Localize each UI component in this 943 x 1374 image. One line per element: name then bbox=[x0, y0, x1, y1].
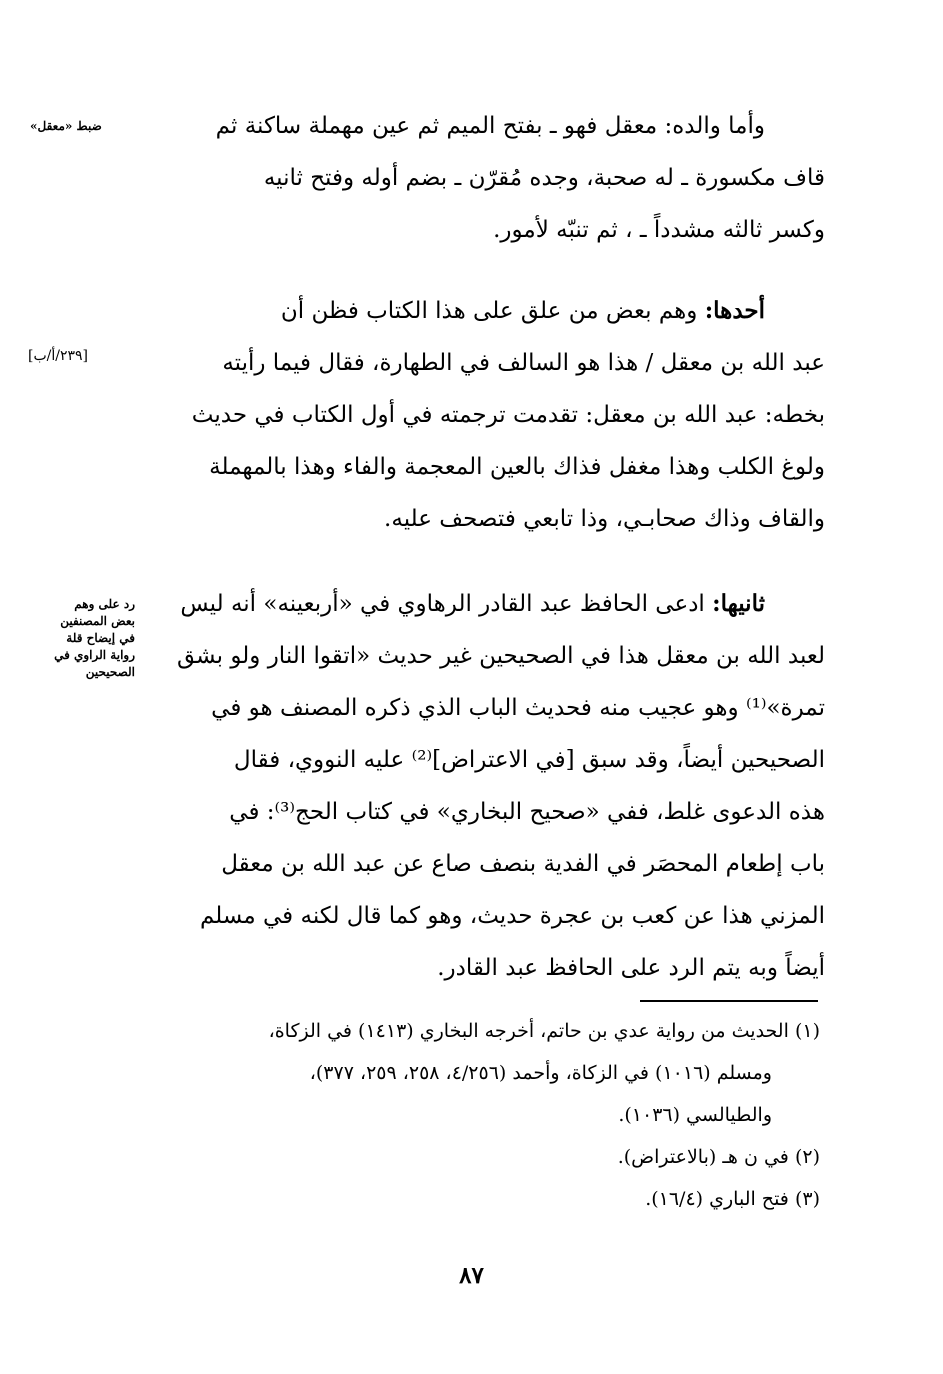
footnote-text: الحديث من رواية عدي بن حاتم، أخرجه البخاري (١٤١٣) في الزكاة، bbox=[268, 1020, 789, 1042]
page-number: ٨٧ bbox=[459, 1262, 484, 1289]
text-line: باب إطعام المحصَر في الفدية بنصف صاع عن عبد الله بن معقل bbox=[221, 851, 825, 877]
footnote-continuation: والطيالسي (١٠٣٦). bbox=[618, 1104, 772, 1126]
footnote-divider bbox=[640, 1000, 818, 1002]
margin-note-line: بعض المصنفين bbox=[60, 614, 135, 628]
footnotes bbox=[120, 1010, 820, 1220]
margin-note-line: الصحيحين bbox=[85, 665, 135, 679]
footnote-text: فتح الباري (١٦/٤). bbox=[645, 1188, 789, 1210]
paragraph-lead: أحدها: bbox=[704, 297, 765, 324]
text-line: ولوغ الكلب وهذا مغفل فذاك بالعين المعجمة والفاء وهذا بالمهملة bbox=[209, 454, 825, 480]
margin-note-line: رد على وهم bbox=[74, 597, 135, 611]
footnote-text: في ن هـ (بالاعتراض). bbox=[617, 1146, 789, 1168]
footnote bbox=[120, 1136, 820, 1178]
text-line: المزني هذا عن كعب بن عجرة حديث، وهو كما قال لكنه في مسلم bbox=[199, 903, 825, 929]
paragraph-1 bbox=[135, 100, 825, 256]
footnote bbox=[120, 1178, 820, 1220]
text-line: أيضاً وبه يتم الرد على الحافظ عبد القادر. bbox=[437, 955, 825, 981]
footnote bbox=[120, 1010, 820, 1052]
text-line: قاف مكسورة ـ له صحبة، وجده مُقرّن ـ بضم أوله وفتح ثانيه bbox=[263, 165, 825, 191]
margin-note-line: في إيضاح قلة bbox=[66, 631, 135, 645]
text-line: لعبد الله بن معقل هذا في الصحيحين غير حديث «اتقوا النار ولو بشق bbox=[176, 643, 825, 669]
footnote-continuation: ومسلم (١٠١٦) في الزكاة، وأحمد (٤/٢٥٦، ٢٥٨، ٢٥٩، ٣٧٧)، bbox=[309, 1062, 772, 1084]
text-line: هذه الدعوى غلط، ففي «صحيح البخاري» في كتاب الحج⁽³⁾: في bbox=[229, 799, 825, 825]
footnote-number: (٣) bbox=[794, 1188, 820, 1210]
text-line bbox=[135, 285, 825, 337]
paragraph-2 bbox=[135, 285, 825, 545]
text-line: والقاف وذاك صحابـي، وذا تابعي فتصحف عليه. bbox=[384, 506, 825, 532]
paragraph-3 bbox=[135, 578, 825, 994]
text-line: عبد الله بن معقل / هذا هو السالف في الطهارة، فقال فيما رأيته bbox=[222, 350, 825, 376]
text-line: وأما والده: معقل فهو ـ بفتح الميم ثم عين مهملة ساكنة ثم bbox=[215, 113, 765, 139]
margin-note-line: رواية الراوي في bbox=[54, 648, 135, 662]
margin-note-2: [٢٣٩/أ/ب] bbox=[28, 348, 88, 364]
footnote-number: (٢) bbox=[794, 1146, 820, 1168]
text-line: وكسر ثالثه مشدداً ـ ، ثم تنبّه لأمور. bbox=[493, 217, 825, 243]
text-line: بخطه: عبد الله بن معقل: تقدمت ترجمته في أول الكتاب في حديث bbox=[191, 402, 825, 428]
text-line bbox=[135, 578, 825, 630]
text-line: الصحيحين أيضاً، وقد سبق [في الاعتراض]⁽²⁾ عليه النووي، فقال bbox=[233, 747, 825, 773]
paragraph-lead: ثانيها: bbox=[712, 590, 765, 617]
margin-note-1: ضبط «معقل» bbox=[30, 119, 102, 133]
margin-note-3 bbox=[30, 596, 135, 681]
paragraph-first-line: وهم بعض من علق على هذا الكتاب فظن أن bbox=[280, 298, 698, 324]
footnote-number: (١) bbox=[794, 1020, 820, 1042]
text-line: تمرة»⁽¹⁾ وهو عجيب منه فحديث الباب الذي ذكره المصنف هو في bbox=[211, 695, 825, 721]
paragraph-first-line: ادعى الحافظ عبد القادر الرهاوي في «أربعينه» أنه ليس bbox=[180, 591, 705, 617]
